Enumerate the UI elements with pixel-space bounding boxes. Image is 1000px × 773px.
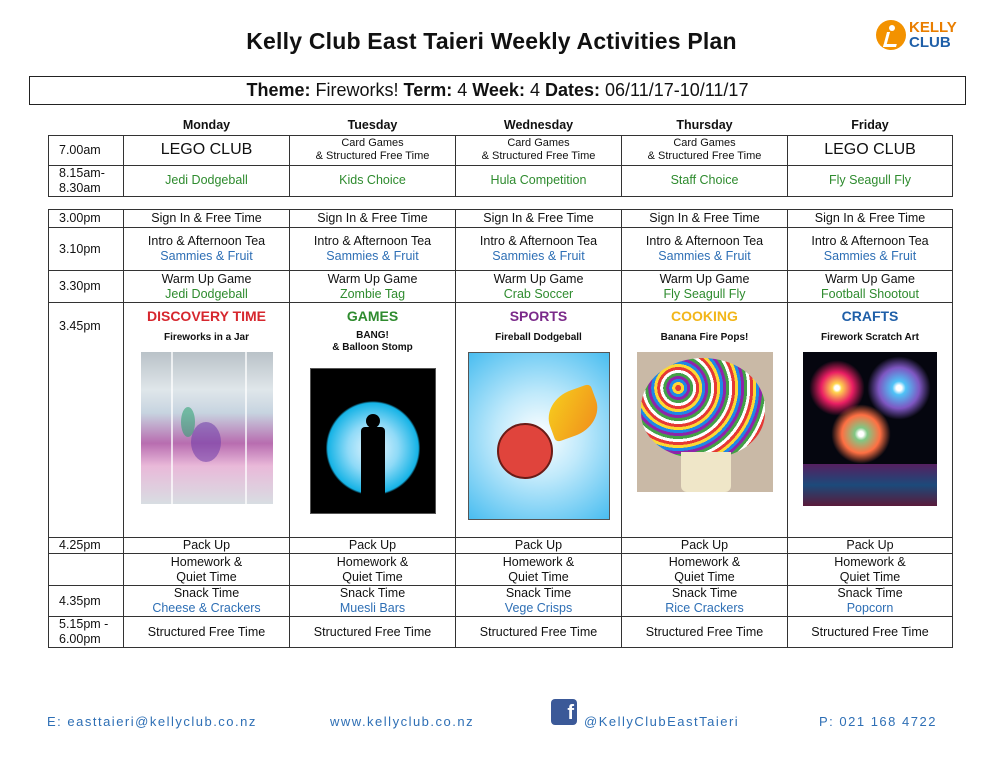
cell-tue-7am <box>290 135 456 165</box>
cell-signin: Sign In & Free Time <box>290 210 456 228</box>
cell-free: Structured Free Time <box>456 617 622 648</box>
time-310pm: 3.10pm <box>49 228 124 271</box>
cell-text: Warm Up Game <box>493 271 584 286</box>
ink-swirl-green <box>181 407 195 437</box>
cell-warmup <box>124 271 290 303</box>
time-3pm: 3.00pm <box>49 210 124 228</box>
fireworks-art-image <box>803 352 937 506</box>
silhouette-head <box>366 414 380 428</box>
footer-phone: P: 021 168 4722 <box>819 714 937 729</box>
cell-text: Homework & <box>502 554 575 569</box>
cell-homework <box>290 554 456 586</box>
cell-warmup <box>290 271 456 303</box>
cell-free: Structured Free Time <box>788 617 953 648</box>
cell-text: Rice Crackers <box>665 601 744 615</box>
footer-facebook[interactable]: @KellyClubEastTaieri <box>584 714 740 729</box>
cell-tea <box>622 228 788 271</box>
cell-text: LEGO CLUB <box>824 141 916 158</box>
cell-warmup <box>622 271 788 303</box>
cell-text: Quiet Time <box>508 569 569 584</box>
cell-text: Zombie Tag <box>339 286 406 301</box>
cell-homework <box>622 554 788 586</box>
row-homework <box>49 554 953 586</box>
activity-title <box>290 330 455 354</box>
cell-text: Snack Time <box>837 586 903 600</box>
cell-text: Snack Time <box>505 586 572 600</box>
cell-cooking <box>622 303 788 538</box>
activity-title: Fireball Dodgeball <box>495 332 582 343</box>
cell-packup: Pack Up <box>788 538 953 554</box>
cell-text: Sammies & Fruit <box>326 249 419 263</box>
term-label: Term: <box>403 80 453 100</box>
cell-signin: Sign In & Free Time <box>622 210 788 228</box>
category-sports: SPORTS <box>509 308 568 324</box>
dates-label: Dates: <box>544 80 600 100</box>
spy-silhouette-image <box>310 368 436 514</box>
cell-thu-815: Staff Choice <box>622 165 788 196</box>
kelly-club-logo <box>876 20 966 54</box>
fireball <box>497 423 553 479</box>
flame-tail <box>541 383 605 442</box>
cell-text: Warm Up Game <box>161 271 252 286</box>
water-reflection <box>803 464 937 506</box>
logo-line2: CLUB <box>909 34 951 51</box>
time-line: 6.00pm <box>59 632 101 646</box>
afternoon-table <box>48 209 953 648</box>
cell-text: & Structured Free Time <box>315 150 430 162</box>
cell-tea <box>788 228 953 271</box>
cell-crafts <box>788 303 953 538</box>
cell-text: Homework & <box>834 554 906 569</box>
banana-base <box>681 452 731 492</box>
cell-text: Snack Time <box>173 586 240 600</box>
fireball-image <box>468 352 610 520</box>
cell-text: Quiet Time <box>839 569 901 584</box>
cell-packup: Pack Up <box>622 538 788 554</box>
activity-title: Fireworks in a Jar <box>163 332 250 343</box>
cell-homework <box>788 554 953 586</box>
row-815am <box>49 165 953 196</box>
time-515pm <box>49 617 124 648</box>
activity-line: & Balloon Stomp <box>332 342 413 353</box>
time-homework <box>49 554 124 586</box>
facebook-icon[interactable]: f <box>551 699 577 725</box>
row-310pm <box>49 228 953 271</box>
cell-homework <box>124 554 290 586</box>
cell-packup: Pack Up <box>124 538 290 554</box>
row-345pm <box>49 303 953 538</box>
cell-text: Quiet Time <box>342 569 403 584</box>
cell-mon-815: Jedi Dodgeball <box>124 165 290 196</box>
cell-sports <box>456 303 622 538</box>
cell-games <box>290 303 456 538</box>
dates-value: 06/11/17-10/11/17 <box>600 80 749 100</box>
category-games: GAMES <box>346 308 399 324</box>
cell-text: Snack Time <box>671 586 738 600</box>
row-435pm <box>49 586 953 617</box>
cell-tea <box>290 228 456 271</box>
cell-text: Homework & <box>668 554 741 569</box>
cell-discovery <box>124 303 290 538</box>
time-815am <box>49 165 124 196</box>
week-label: Week: <box>472 80 525 100</box>
cell-text: Intro & Afternoon Tea <box>313 234 432 248</box>
morning-table <box>48 117 953 197</box>
cell-mon-7am <box>124 135 290 165</box>
cell-text: Card Games <box>507 137 570 149</box>
cell-text: Quiet Time <box>176 569 237 584</box>
activity-title: Banana Fire Pops! <box>660 332 749 343</box>
row-7am <box>49 135 953 165</box>
activity-title: Firework Scratch Art <box>821 332 919 343</box>
sprinkles <box>641 358 765 458</box>
kelly-club-logo-icon <box>876 20 906 50</box>
cell-tue-815: Kids Choice <box>290 165 456 196</box>
cell-text: & Structured Free Time <box>481 150 596 162</box>
cell-snack <box>124 586 290 617</box>
header-spacer <box>49 117 124 135</box>
term-value: 4 <box>452 80 473 100</box>
cell-text: Intro & Afternoon Tea <box>147 234 266 248</box>
cell-text: Intro & Afternoon Tea <box>811 234 929 248</box>
row-330pm <box>49 271 953 303</box>
day-friday: Friday <box>851 118 889 133</box>
logo-line1: KELLY <box>909 19 957 36</box>
cell-tea <box>124 228 290 271</box>
category-crafts: CRAFTS <box>841 308 899 324</box>
cell-snack <box>456 586 622 617</box>
cell-text: Muesli Bars <box>339 601 406 615</box>
cell-text: Homework & <box>170 554 243 569</box>
cell-text: & Structured Free Time <box>647 150 762 162</box>
category-cooking: COOKING <box>671 308 738 324</box>
cell-snack <box>290 586 456 617</box>
cell-free: Structured Free Time <box>290 617 456 648</box>
theme-box <box>29 76 966 105</box>
cell-text: Intro & Afternoon Tea <box>645 234 764 248</box>
day-wednesday: Wednesday <box>503 118 574 133</box>
day-monday: Monday <box>182 118 231 133</box>
cell-homework <box>456 554 622 586</box>
time-425pm: 4.25pm <box>49 538 124 554</box>
time-435pm: 4.35pm <box>49 586 124 617</box>
row-425pm <box>49 538 953 554</box>
cell-wed-7am <box>456 135 622 165</box>
cell-warmup <box>788 271 953 303</box>
footer-website[interactable]: www.kellyclub.co.nz <box>330 714 475 729</box>
cell-text: Football Shootout <box>821 286 919 301</box>
cell-packup: Pack Up <box>290 538 456 554</box>
cell-text: Snack Time <box>339 586 406 600</box>
ink-swirl <box>191 422 221 462</box>
fireworks-jar-image <box>141 352 273 504</box>
cell-text: Sammies & Fruit <box>160 249 253 263</box>
cell-text: Crab Soccer <box>503 286 574 301</box>
time-7am: 7.00am <box>49 135 124 165</box>
day-header-row <box>49 117 953 135</box>
row-3pm <box>49 210 953 228</box>
time-330pm: 3.30pm <box>49 271 124 303</box>
cell-free: Structured Free Time <box>124 617 290 648</box>
cell-text: Card Games <box>673 137 736 149</box>
cell-signin: Sign In & Free Time <box>788 210 953 228</box>
day-tuesday: Tuesday <box>347 118 398 133</box>
cell-text: Sammies & Fruit <box>492 249 585 263</box>
category-discovery: DISCOVERY TIME <box>146 308 267 324</box>
cell-signin: Sign In & Free Time <box>456 210 622 228</box>
cell-text: Intro & Afternoon Tea <box>479 234 598 248</box>
cell-tea <box>456 228 622 271</box>
cell-text: Sammies & Fruit <box>658 249 751 263</box>
footer-email[interactable]: E: easttaieri@kellyclub.co.nz <box>47 714 257 729</box>
week-value: 4 <box>524 80 545 100</box>
cell-text: Warm Up Game <box>327 271 418 286</box>
cell-text: Card Games <box>341 137 404 149</box>
row-515pm <box>49 617 953 648</box>
cell-thu-7am <box>622 135 788 165</box>
cell-free: Structured Free Time <box>622 617 788 648</box>
cell-fri-815: Fly Seagull Fly <box>788 165 953 196</box>
cell-text: Cheese & Crackers <box>152 601 261 615</box>
cell-text: Homework & <box>336 554 409 569</box>
cell-snack <box>622 586 788 617</box>
cell-fri-7am <box>788 135 953 165</box>
firework-burst <box>831 404 891 464</box>
time-345pm: 3.45pm <box>49 303 124 538</box>
activity-line: BANG! <box>356 330 389 341</box>
cell-wed-815: Hula Competition <box>456 165 622 196</box>
banana-pops-image <box>637 352 773 492</box>
time-line: 5.15pm - <box>59 617 109 631</box>
cell-snack <box>788 586 953 617</box>
cell-text: Warm Up Game <box>825 271 915 286</box>
time-line: 8.15am- <box>59 165 105 180</box>
cell-signin: Sign In & Free Time <box>124 210 290 228</box>
cell-text: Popcorn <box>846 601 894 615</box>
logo-text <box>909 20 957 50</box>
day-thursday: Thursday <box>676 118 733 133</box>
time-line: 8.30am <box>59 180 101 195</box>
theme-label: Theme: <box>246 80 311 100</box>
cell-packup: Pack Up <box>456 538 622 554</box>
cell-text: Fly Seagull Fly <box>663 286 746 301</box>
cell-warmup <box>456 271 622 303</box>
cell-text: Sammies & Fruit <box>823 249 917 263</box>
cell-text: Quiet Time <box>674 569 735 584</box>
silhouette-body <box>361 427 385 497</box>
theme-value: Fireworks! <box>310 80 404 100</box>
page-title: Kelly Club East Taieri Weekly Activities Plan <box>246 28 737 54</box>
cell-text: Jedi Dodgeball <box>165 286 248 301</box>
cell-text: Warm Up Game <box>659 271 750 286</box>
cell-text: LEGO CLUB <box>160 141 253 158</box>
cell-text: Vege Crisps <box>504 601 573 615</box>
